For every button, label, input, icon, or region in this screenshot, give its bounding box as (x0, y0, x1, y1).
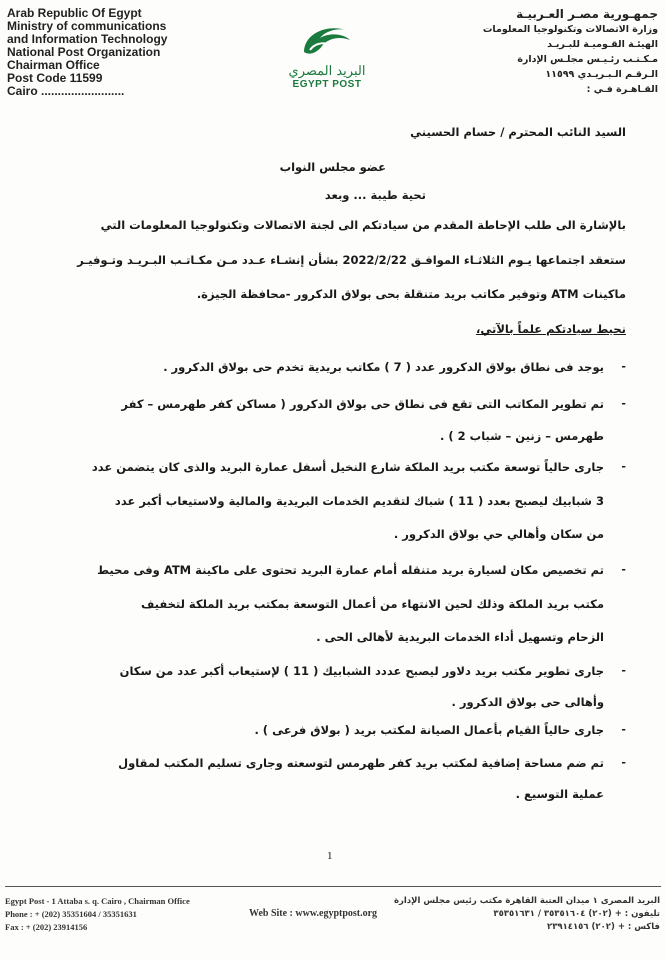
bullet-dash: - (621, 360, 626, 373)
bullet-dash: - (621, 664, 626, 677)
letterhead-ministry: Ministry of communications (7, 19, 167, 33)
bullet-3-line-3: من سكان وأهالي حي بولاق الدكرور . (393, 527, 604, 541)
letterhead-office: Chairman Office (7, 58, 100, 72)
footer-arabic (394, 895, 660, 934)
letterhead-ar-city: القـاهـرة فـي : (586, 84, 658, 95)
recipient-title: عضو مجلس النواب (279, 160, 386, 174)
bullet-5-line-2: وأهالى حى بولاق الدكرور . (451, 695, 604, 709)
letter-body (36, 0, 626, 860)
footer-ar-address: البريد المصرى ١ ميدان العتبة القاهرة مكتب رئيس مجلس الإدارة (393, 896, 660, 906)
bullet-7-line-2: عملية التوسيع . (515, 787, 604, 801)
bullet-dash: - (621, 460, 626, 473)
bullet-4-line-1: تم تخصيص مكان لسيارة بريد متنقله أمام عمارة البريد تحتوى على ماكينة ATM وفى محيط (97, 563, 604, 577)
letterhead-country: Arab Republic Of Egypt (7, 6, 142, 20)
footer-divider (5, 886, 661, 887)
bullet-6: جارى حالياً القيام بأعمال الصيانة لمكتب بريد ( بولاق فرعى ) . (254, 723, 604, 737)
bullet-dash: - (621, 563, 626, 576)
footer-fax: Fax : + (202) 23914156 (5, 922, 88, 932)
intro-line-1: بالإشارة الى طلب الإحاطة المقدم من سيادتكم الى لجنة الاتصالات وتكنولوجيا المعلومات التي (100, 218, 626, 232)
letterhead-postcode: Post Code 11599 (7, 71, 103, 85)
bullet-4-line-3: الزحام وتسهيل أداء الخدمات البريدية لأهالى الحى . (316, 630, 604, 644)
footer-ar-fax: فاكس : + (٢٠٢) ٢٣٩١٤١٥٦ (547, 922, 660, 932)
bullet-dash: - (621, 723, 626, 736)
bullet-dash: - (621, 756, 626, 769)
bullet-3-line-1: جارى حالياً توسعة مكتب بريد الملكة شارع النخيل أسفل عمارة البريد والذى كان يتضمن عدد (91, 460, 604, 474)
letterhead-ministry-2: and Information Technology (7, 32, 168, 46)
greeting: تحية طيبة ... وبعد (324, 188, 426, 202)
footer-phone: Phone : + (202) 35351604 / 35351631 (5, 909, 137, 919)
bullet-5-line-1: جارى تطوير مكتب بريد دلاور ليصبح عددد الشبابيك ( 11 ) لإستيعاب أكبر عدد من سكان (119, 664, 604, 678)
bullet-dash: - (621, 397, 626, 410)
logo-english-text: EGYPT POST (292, 79, 362, 90)
bullet-2-line-1: تم تطوير المكاتب التى تقع فى نطاق حى بولاق الدكرور ( مساكن كفر طهرمس – كفر (121, 397, 604, 411)
salutation: السيد النائب المحترم / حسام الحسيني (410, 125, 626, 139)
bullet-7-line-1: تم ضم مساحة إضافية لمكتب بريد كفر طهرمس لتوسعته وجارى تسليم المكتب لمقاول (118, 756, 604, 770)
letterhead-ar-postcode: الـرقـم الـبـريـدي ١١٥٩٩ (545, 69, 658, 80)
letterhead-organization: National Post Organization (7, 45, 161, 59)
intro-line-3: ماكينات ATM وتوفير مكاتب بريد متنقلة بحى بولاق الدكرور -محافظة الجيزة. (196, 287, 626, 301)
bullet-4-line-2: مكتب بريد الملكة وذلك لحين الانتهاء من أعمال التوسعة بمكتب بريد الملكة لتخفيف (140, 597, 604, 611)
footer-english (5, 895, 190, 934)
footer-address: Egypt Post - 1 Attaba s. q. Cairo , Chairman Office (5, 896, 190, 906)
intro-line-2: ستعقد اجتماعها يـوم الثلاثـاء الموافـق 2022/2/22 بشأن إنشـاء عـدد مـن مكـاتـب البـريـد وتـوفيـر (77, 253, 626, 267)
logo-arabic-text: البريد المصري (288, 64, 366, 79)
notice-heading: نحيط سيادتكم علماً بالآتي، (476, 322, 626, 336)
page-number: 1 (327, 850, 333, 862)
footer-ar-phone: تليفون : + (٢٠٢) ٣٥٣٥١٦٠٤ / ٣٥٣٥١٦٣١ (493, 909, 660, 919)
bullet-1: يوجد فى نطاق بولاق الدكرور عدد ( 7 ) مكاتب بريدية تخدم حى بولاق الدكرور . (163, 360, 604, 374)
letterhead-ar-organization: الهيئـة القـوميـة للبـريـد (547, 39, 658, 50)
letterhead-ar-country: جمهـورية مصـر العـربيـة (516, 7, 658, 21)
bullet-3-line-2: 3 شبابيك ليصبح بعدد ( 11 ) شباك لتقديم الخدمات البريدية والمالية ولاستيعاب أكبر عدد (114, 494, 604, 508)
bullet-2-line-2: طهرمس – زنين – شباب 2 ) . (440, 429, 604, 443)
letterhead-ar-ministry: وزارة الاتصالات وتكنولوجيا المعلومات (482, 24, 658, 35)
letterhead-city: Cairo ......................... (7, 84, 125, 98)
footer-website: Web Site : www.egyptpost.org (249, 908, 378, 919)
letterhead-ar-office: مـكـتـب رئـيـس مجلـس الإدارة (517, 54, 658, 65)
